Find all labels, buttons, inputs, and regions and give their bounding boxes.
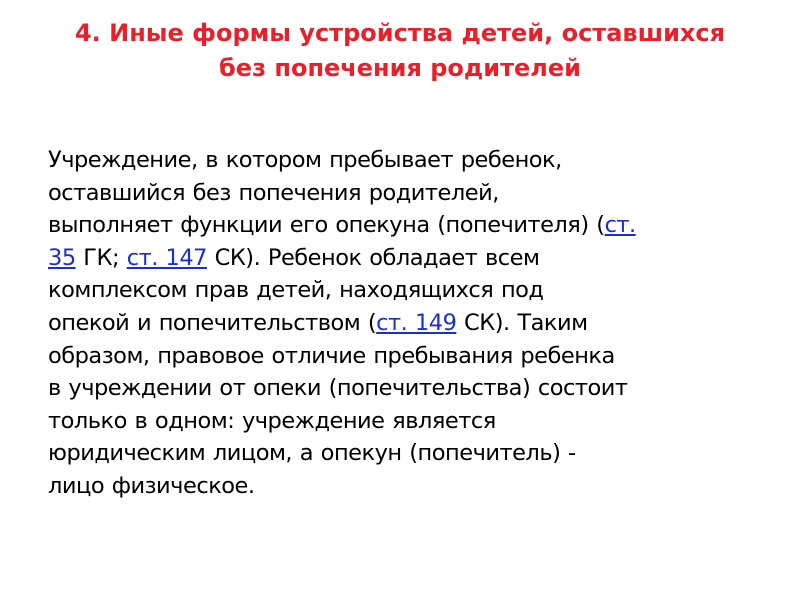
slide-body-paragraph bbox=[48, 144, 760, 503]
slide-title bbox=[40, 16, 760, 86]
body-line-7: образом, правовое отличие пребывания ребенка bbox=[48, 342, 615, 369]
link-article-35-gk-cont[interactable]: 35 bbox=[48, 244, 76, 271]
body-line-6-end: СК). Таким bbox=[456, 309, 588, 336]
body-line-4-end: СК). Ребенок обладает всем bbox=[206, 244, 540, 271]
body-line-6-start: опекой и попечительством ( bbox=[48, 309, 377, 336]
link-article-149-sk[interactable]: ст. 149 bbox=[376, 309, 457, 336]
body-line-10: юридическим лицом, а опекун (попечитель) - bbox=[48, 440, 576, 467]
body-line-4-mid: ГК; bbox=[75, 244, 127, 271]
body-line-1: Учреждение, в котором пребывает ребенок, bbox=[48, 147, 562, 173]
body-line-3-text: выполняет функции его опекуна (попечителя) ( bbox=[48, 212, 605, 239]
body-line-4 bbox=[48, 242, 760, 275]
slide-title-line-1: 4. Иные формы устройства детей, оставшихся bbox=[74, 19, 726, 47]
body-line-11: лицо физическое. bbox=[48, 472, 255, 499]
body-line-6 bbox=[48, 307, 760, 340]
link-article-35-gk[interactable]: ст. bbox=[604, 212, 636, 239]
slide-title-line-2: без попечения родителей bbox=[219, 54, 581, 82]
body-line-9: только в одном: учреждение является bbox=[48, 407, 496, 434]
link-article-147-sk[interactable]: ст. 147 bbox=[126, 244, 207, 271]
body-line-3 bbox=[48, 209, 760, 242]
body-line-2: оставшийся без попечения родителей, bbox=[48, 179, 499, 206]
body-line-5: комплексом прав детей, находящихся под bbox=[48, 277, 544, 304]
body-line-8: в учреждении от опеки (попечительства) состоит bbox=[48, 375, 628, 402]
